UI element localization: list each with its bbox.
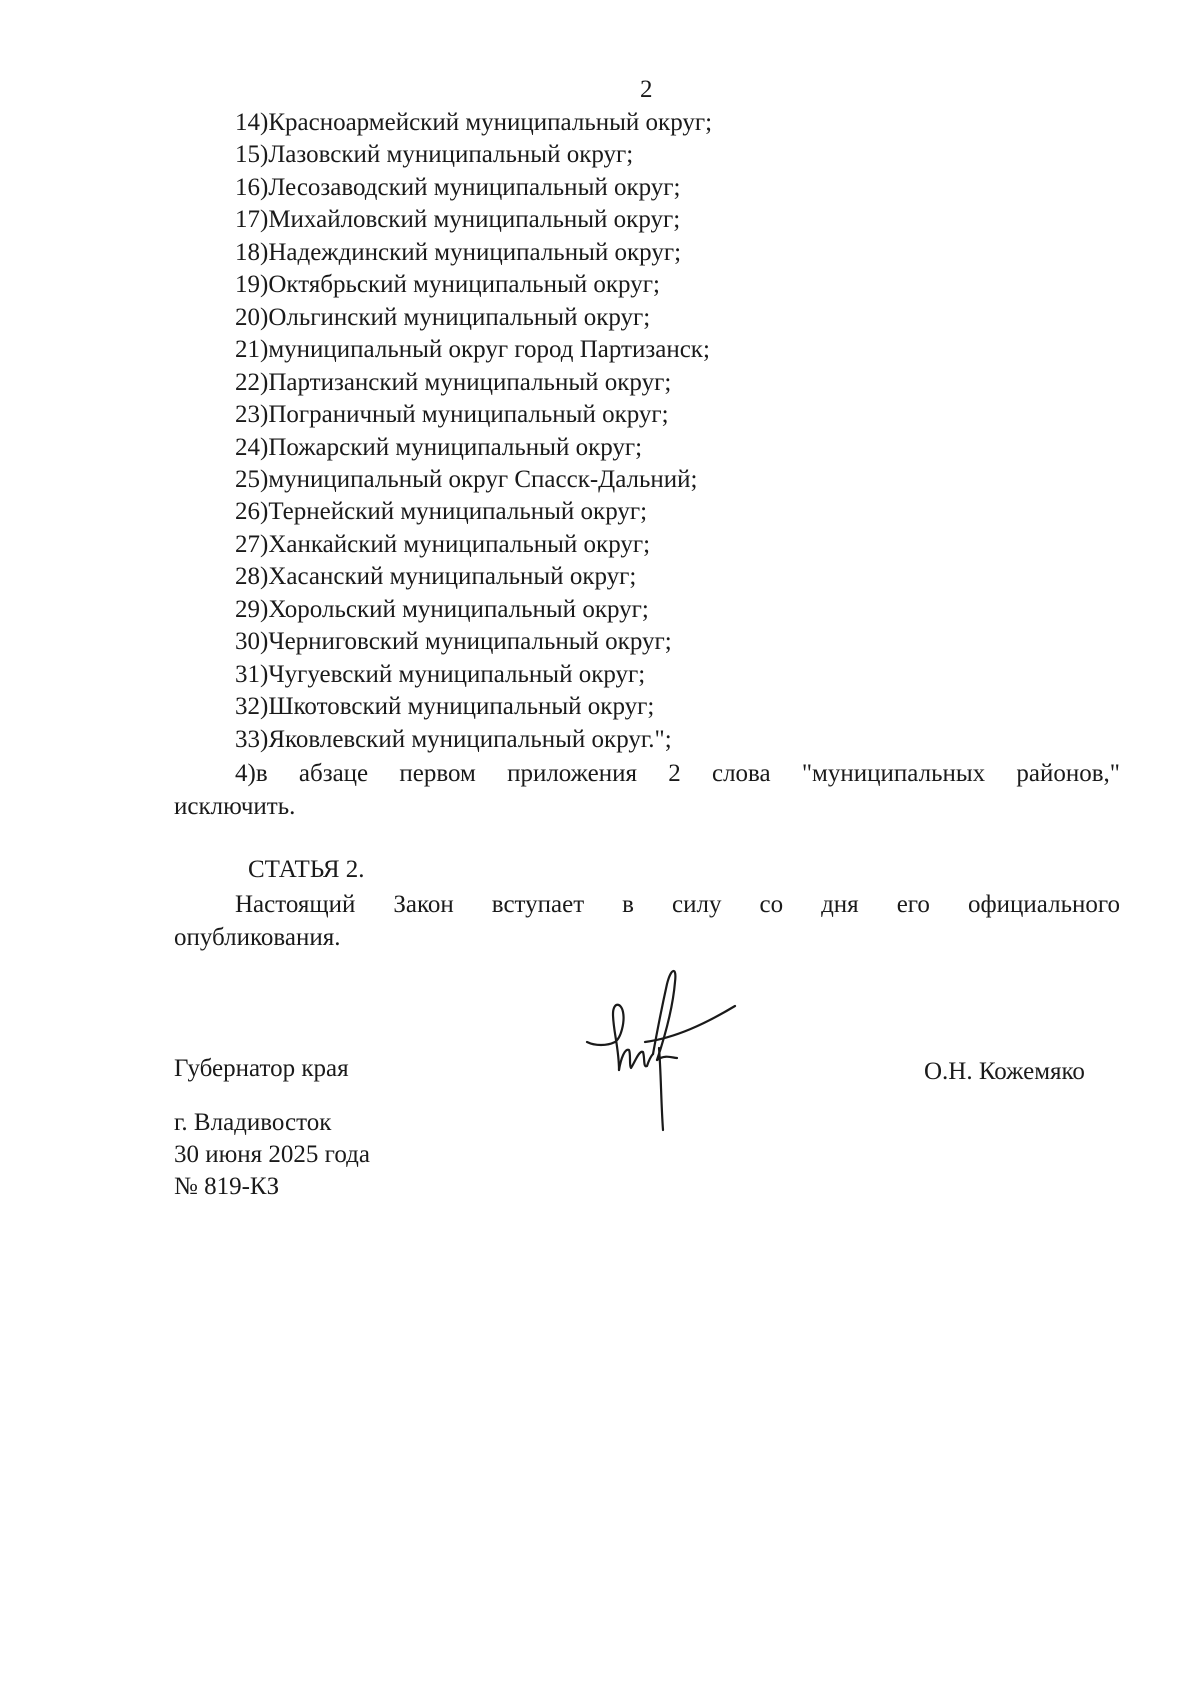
article-body [174,888,1120,954]
list-item: 17)Михайловский муниципальный округ; [235,206,681,234]
list-item: 14)Красноармейский муниципальный округ; [235,109,713,136]
list-item: 23)Пограничный муниципальный округ; [235,401,669,429]
list-item: 30)Черниговский муниципальный округ; [235,628,672,656]
list-item: 26)Тернейский муниципальный округ; [235,498,648,526]
list-item: 33)Яковлевский муниципальный округ."; [235,725,672,753]
amendment-item-4-line-2: исключить. [174,793,296,820]
list-item: 27)Ханкайский муниципальный округ; [235,530,651,558]
list-item: 21)муниципальный округ город Партизанск; [235,336,710,364]
article-title: СТАТЬЯ 2. [248,856,365,883]
signer-name: О.Н. Кожемяко [924,1058,1085,1085]
amendment-item-4 [174,757,1120,823]
list-item: 20)Ольгинский муниципальный округ; [235,303,651,331]
list-item: 32)Шкотовский муниципальный округ; [235,693,655,721]
list-item: 16)Лесозаводский муниципальный округ; [235,173,681,201]
list-item: 19)Октябрьский муниципальный округ; [235,271,660,299]
list-item: 22)Партизанский муниципальный округ; [235,368,672,396]
list-item: 18)Надеждинский муниципальный округ; [235,238,682,266]
list-item: 15)Лазовский муниципальный округ; [235,141,634,169]
signer-role: Губернатор края [174,1055,349,1082]
list-item: 25)муниципальный округ Спасск-Дальний; [235,465,698,493]
article-body-line-1: Настоящий Закон вступает в силу со дня его официального [235,891,1120,918]
list-item: 29)Хорольский муниципальный округ; [235,595,649,623]
page-number: 2 [640,76,653,103]
article-body-line-2: опубликования. [174,924,341,951]
list-item: 28)Хасанский муниципальный округ; [235,563,637,591]
law-number: № 819-КЗ [174,1173,280,1200]
amendment-item-4-line-1: 4)в абзаце первом приложения 2 слова "муниципальных районов," [235,760,1120,787]
place-and-date [174,1107,370,1203]
list-item: 24)Пожарский муниципальный округ; [235,433,643,461]
handwritten-signature [585,962,755,1132]
list-item: 31)Чугуевский муниципальный округ; [235,660,646,688]
city: г. Владивосток [174,1109,332,1136]
date: 30 июня 2025 года [174,1141,370,1168]
municipal-district-list [235,107,712,756]
